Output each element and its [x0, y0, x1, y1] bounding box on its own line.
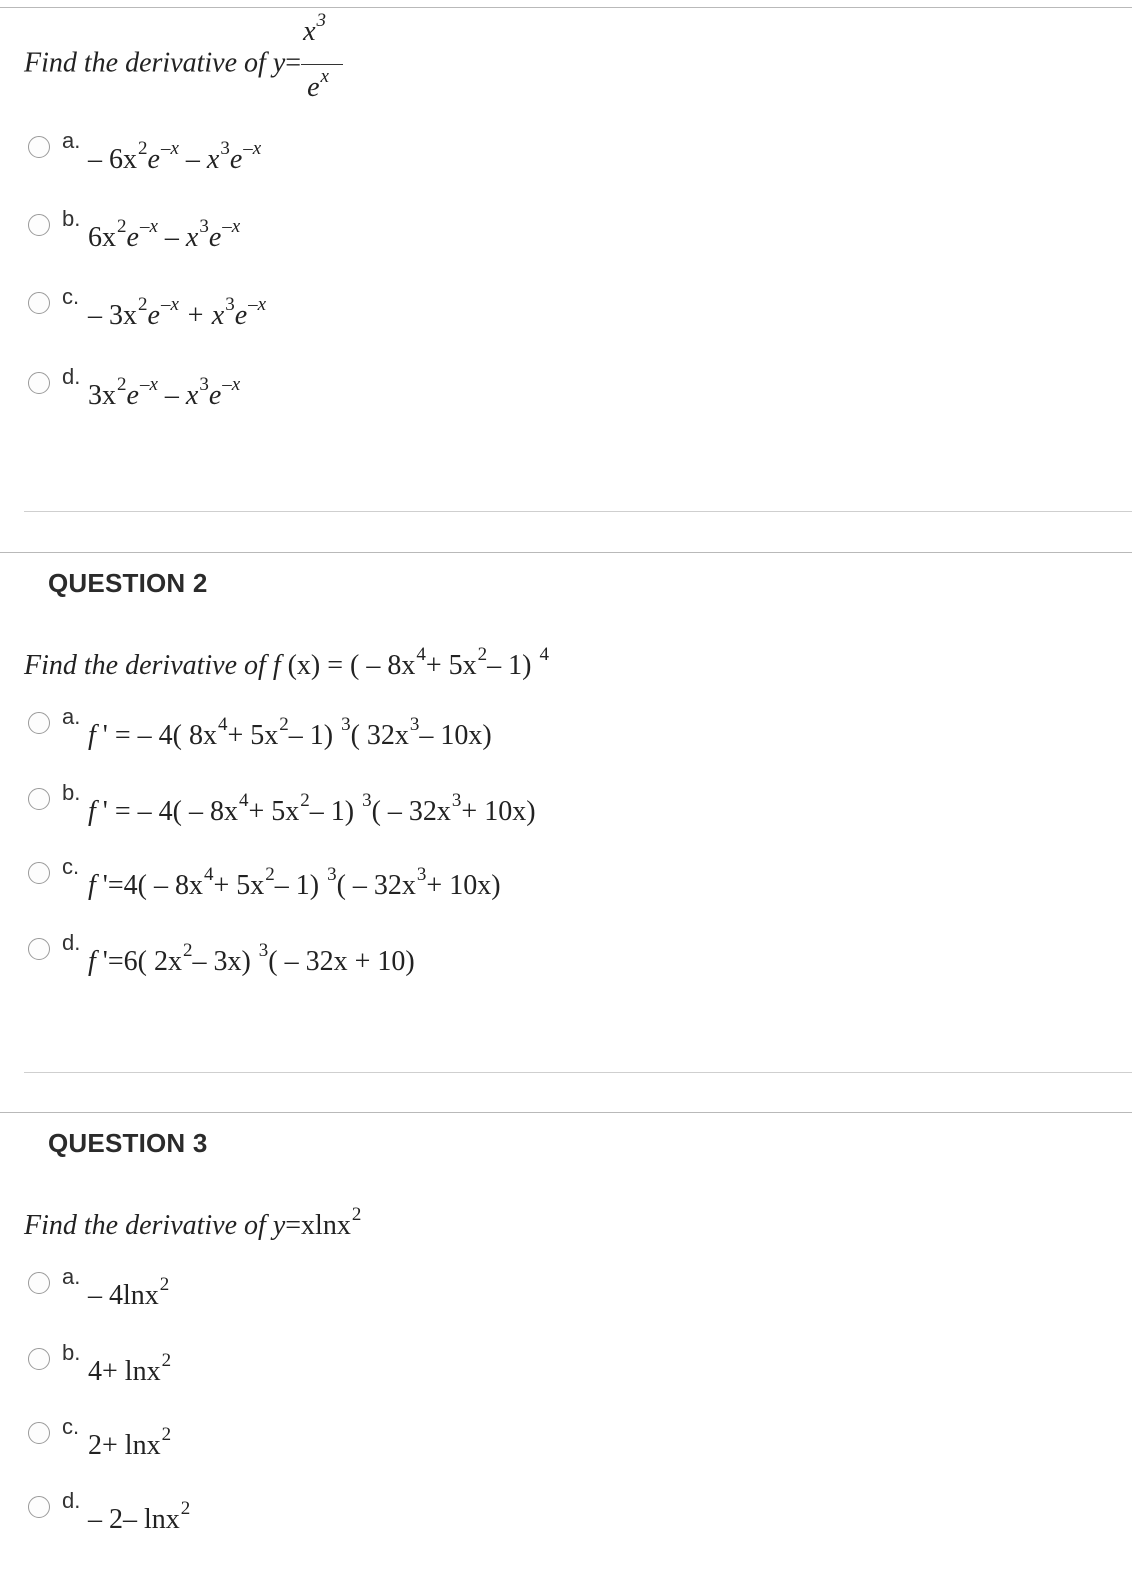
option-math: $3x^2e^{-x} - x^3e^{-x}$: [88, 373, 241, 411]
radio-button[interactable]: [28, 788, 50, 810]
radio-button[interactable]: [28, 1272, 50, 1294]
option-letter: c.: [62, 1414, 80, 1439]
option-letter: c.: [62, 854, 80, 879]
q1-frac-numerator: $x^3$: [303, 9, 326, 47]
q1-frac-bar: [301, 64, 343, 65]
radio-button[interactable]: [28, 1496, 50, 1518]
option-math: f '=6( $2x^2-$ 3x) $^3$( – 32x + 10): [88, 939, 415, 977]
q1-prompt-var: y: [272, 47, 286, 79]
option-math: 4+ lnx$^2$: [88, 1349, 172, 1387]
q3-prompt: Find the derivative of y=xlnx$^2$: [24, 1203, 362, 1241]
q3-prompt-text: Find the derivative of: [24, 1210, 273, 1241]
q1-prompt-eq: =: [285, 47, 302, 79]
option-letter: c.: [62, 284, 80, 309]
option-letter: b.: [62, 206, 81, 231]
option-math: 2+ lnx$^2$: [88, 1423, 172, 1461]
radio-button[interactable]: [28, 292, 50, 314]
q2-title: QUESTION 2: [48, 568, 208, 598]
option-letter: b.: [62, 780, 81, 805]
option-letter: a.: [62, 1264, 81, 1289]
radio-button[interactable]: [28, 1348, 50, 1370]
option-letter: d.: [62, 930, 81, 955]
option-math: – $3x^2e^{-x} + x^3e^{-x}$: [88, 293, 267, 331]
option-math: – 2– lnx$^2$: [88, 1497, 191, 1535]
q1-bottom-divider: [24, 511, 1132, 512]
radio-button[interactable]: [28, 372, 50, 394]
q2-prompt-text: Find the derivative of: [24, 650, 273, 681]
option-math: – 4lnx$^2$: [88, 1273, 170, 1311]
option-math: $6x^2e^{-x} - x^3e^{-x}$: [88, 215, 241, 253]
q3-title: QUESTION 3: [48, 1128, 208, 1158]
radio-button[interactable]: [28, 862, 50, 884]
radio-button[interactable]: [28, 712, 50, 734]
radio-button[interactable]: [28, 938, 50, 960]
section-divider: [0, 1112, 1132, 1113]
q2-bottom-divider: [24, 1072, 1132, 1073]
q2-prompt: Find the derivative of f (x) = ( – $8x^4+ 5x^2-$ 1) $^4$: [24, 643, 549, 681]
section-divider: [0, 552, 1132, 553]
q1-prompt: [24, 9, 351, 110]
q1-fraction: [301, 9, 351, 110]
option-letter: d.: [62, 364, 81, 389]
option-letter: a.: [62, 128, 81, 153]
option-letter: b.: [62, 1340, 81, 1365]
option-letter: d.: [62, 1488, 81, 1513]
option-letter: a.: [62, 704, 81, 729]
radio-button[interactable]: [28, 214, 50, 236]
option-math: – $6x^2e^{-x} - x^3e^{-x}$: [88, 137, 262, 175]
option-math: f ' = – $4( - 8x^4+ 5x^2-$ 1) $^3( - 32x^3+ 10x)$: [88, 789, 536, 827]
radio-button[interactable]: [28, 1422, 50, 1444]
q1-prompt-text: Find the derivative of: [24, 47, 273, 79]
option-math: f ' = – 4( $8x^4+ 5x^2-$ 1) $^3$( $32x^3-$ 10x): [88, 713, 492, 751]
top-divider: [0, 7, 1132, 8]
option-math: f '$=4( - 8x^4+ 5x^2-$ 1) $^3( - 32x^3+ 10x)$: [88, 863, 501, 901]
radio-button[interactable]: [28, 136, 50, 158]
q1-frac-denominator: $e^x$: [307, 65, 329, 103]
